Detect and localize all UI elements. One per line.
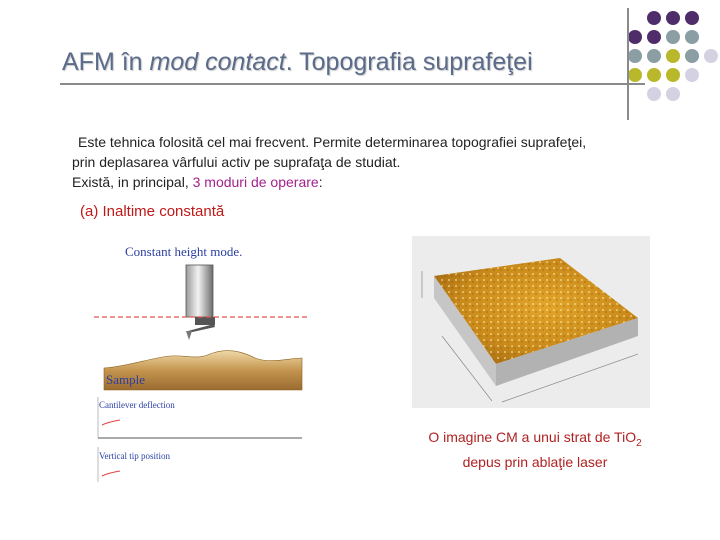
decorative-dot [647, 49, 661, 63]
decorative-dot [628, 30, 642, 44]
decorative-dot [647, 87, 661, 101]
title-underline [60, 83, 645, 85]
vertical-divider [627, 8, 629, 120]
body-paragraph [72, 132, 586, 192]
paragraph-line-3-end: : [318, 174, 323, 190]
cantilever-deflection-label: Cantilever deflection [99, 400, 175, 410]
title-text: AFM în [62, 48, 150, 76]
mode-subheading: (a) Inaltime constantă [80, 203, 225, 220]
sample-label: Sample [106, 372, 145, 387]
constant-height-diagram [90, 232, 315, 482]
probe-tip [186, 331, 192, 340]
decorative-dot-grid [622, 10, 720, 120]
decorative-dot [647, 30, 661, 44]
decorative-dot [685, 11, 699, 25]
deflection-trace [102, 420, 120, 425]
caption-line-1 [400, 428, 670, 453]
paragraph-line-3 [72, 172, 586, 192]
decorative-dot [666, 30, 680, 44]
caption-line-1-text: O imagine CM a unui strat de TiO [428, 429, 637, 445]
decorative-dot [666, 68, 680, 82]
diagram-title: Constant height mode. [125, 244, 243, 259]
cantilever-base [195, 317, 215, 325]
paragraph-line-1: Este tehnica folosită cel mai frecvent. Permite determinarea topografiei suprafeţei, [78, 134, 587, 150]
decorative-dot [685, 49, 699, 63]
afm-topography-image [412, 236, 650, 408]
decorative-dot [647, 68, 661, 82]
image-caption [400, 428, 670, 471]
paragraph-line-3-start: Există, in principal, [72, 174, 193, 190]
decorative-dot [666, 49, 680, 63]
operation-modes-emphasis: 3 moduri de operare [192, 174, 319, 190]
decorative-dot [628, 68, 642, 82]
caption-subscript: 2 [636, 437, 642, 449]
title-text-end: . Topografia suprafeţei [285, 48, 533, 76]
tip-position-trace [102, 471, 120, 476]
vertical-tip-position-label: Vertical tip position [99, 451, 170, 461]
decorative-dot [628, 49, 642, 63]
cantilever-holder [186, 265, 213, 317]
decorative-dot [666, 87, 680, 101]
slide-title [62, 48, 533, 77]
decorative-dot [685, 68, 699, 82]
caption-line-2: depus prin ablaţie laser [462, 453, 608, 470]
decorative-dot [647, 11, 661, 25]
decorative-dot [685, 30, 699, 44]
title-italic-text: mod contact [149, 48, 286, 76]
decorative-dot [666, 11, 680, 25]
decorative-dot [704, 49, 718, 63]
paragraph-line-2: prin deplasarea vârfului activ pe suprafaţa de studiat. [72, 154, 401, 170]
cantilever-arm [188, 324, 215, 333]
